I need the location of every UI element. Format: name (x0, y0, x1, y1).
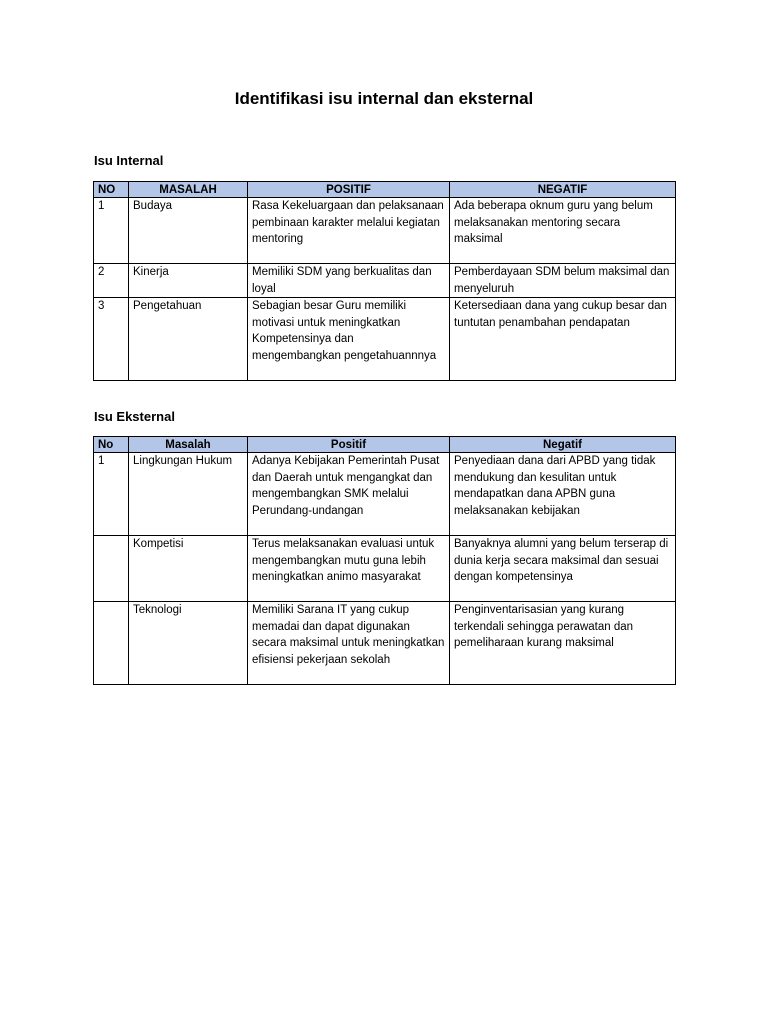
external-issues-table (93, 436, 676, 685)
header-masalah: Masalah (129, 437, 248, 453)
row-positif: Adanya Kebijakan Pemerintah Pusat dan Daerah untuk mengangkat dan mengembangkan SMK melalui Perundang-undangan (248, 453, 450, 536)
table-header-row (94, 182, 676, 198)
row-masalah: Pengetahuan (129, 298, 248, 381)
row-masalah: Teknologi (129, 602, 248, 685)
row-positif: Sebagian besar Guru memiliki motivasi untuk meningkatkan Kompetensinya dan mengembangkan pengetahuannnya (248, 298, 450, 381)
table-row (94, 602, 676, 685)
row-masalah: Lingkungan Hukum (129, 453, 248, 536)
row-number: 1 (94, 198, 129, 264)
table-row (94, 264, 676, 298)
header-masalah: MASALAH (129, 182, 248, 198)
table-header-row (94, 437, 676, 453)
document-title: Identifikasi isu internal dan eksternal (234, 89, 534, 108)
row-negatif: Ada beberapa oknum guru yang belum melaksanakan mentoring secara maksimal (450, 198, 676, 264)
header-positif: POSITIF (248, 182, 450, 198)
row-positif: Terus melaksanakan evaluasi untuk mengembangkan mutu guna lebih meningkatkan animo masyarakat (248, 536, 450, 602)
table-row (94, 453, 676, 536)
internal-issues-heading: Isu Internal (94, 153, 164, 168)
row-positif: Memiliki SDM yang berkualitas dan loyal (248, 264, 450, 298)
table-row (94, 298, 676, 381)
row-number (94, 536, 129, 602)
header-negatif: NEGATIF (450, 182, 676, 198)
row-masalah: Kinerja (129, 264, 248, 298)
row-masalah: Kompetisi (129, 536, 248, 602)
row-number: 3 (94, 298, 129, 381)
table-row (94, 198, 676, 264)
row-number: 2 (94, 264, 129, 298)
row-negatif: Pemberdayaan SDM belum maksimal dan menyeluruh (450, 264, 676, 298)
header-positif: Positif (248, 437, 450, 453)
row-number (94, 602, 129, 685)
row-negatif: Banyaknya alumni yang belum terserap di dunia kerja secara maksimal dan sesuai dengan kompetensinya (450, 536, 676, 602)
row-negatif: Penyediaan dana dari APBD yang tidak mendukung dan kesulitan untuk mendapatkan dana APBN guna melaksanakan kebijakan (450, 453, 676, 536)
header-no: NO (94, 182, 129, 198)
row-positif: Memiliki Sarana IT yang cukup memadai dan dapat digunakan secara maksimal untuk meningkatkan efisiensi pekerjaan sekolah (248, 602, 450, 685)
row-masalah: Budaya (129, 198, 248, 264)
table-row (94, 536, 676, 602)
external-issues-heading: Isu Eksternal (94, 409, 175, 424)
header-no: No (94, 437, 129, 453)
row-positif: Rasa Kekeluargaan dan pelaksanaan pembinaan karakter melalui kegiatan mentoring (248, 198, 450, 264)
row-negatif: Ketersediaan dana yang cukup besar dan tuntutan penambahan pendapatan (450, 298, 676, 381)
header-negatif: Negatif (450, 437, 676, 453)
internal-issues-table (93, 181, 676, 381)
row-negatif: Penginventarisasian yang kurang terkendali sehingga perawatan dan pemeliharaan kurang maksimal (450, 602, 676, 685)
row-number: 1 (94, 453, 129, 536)
